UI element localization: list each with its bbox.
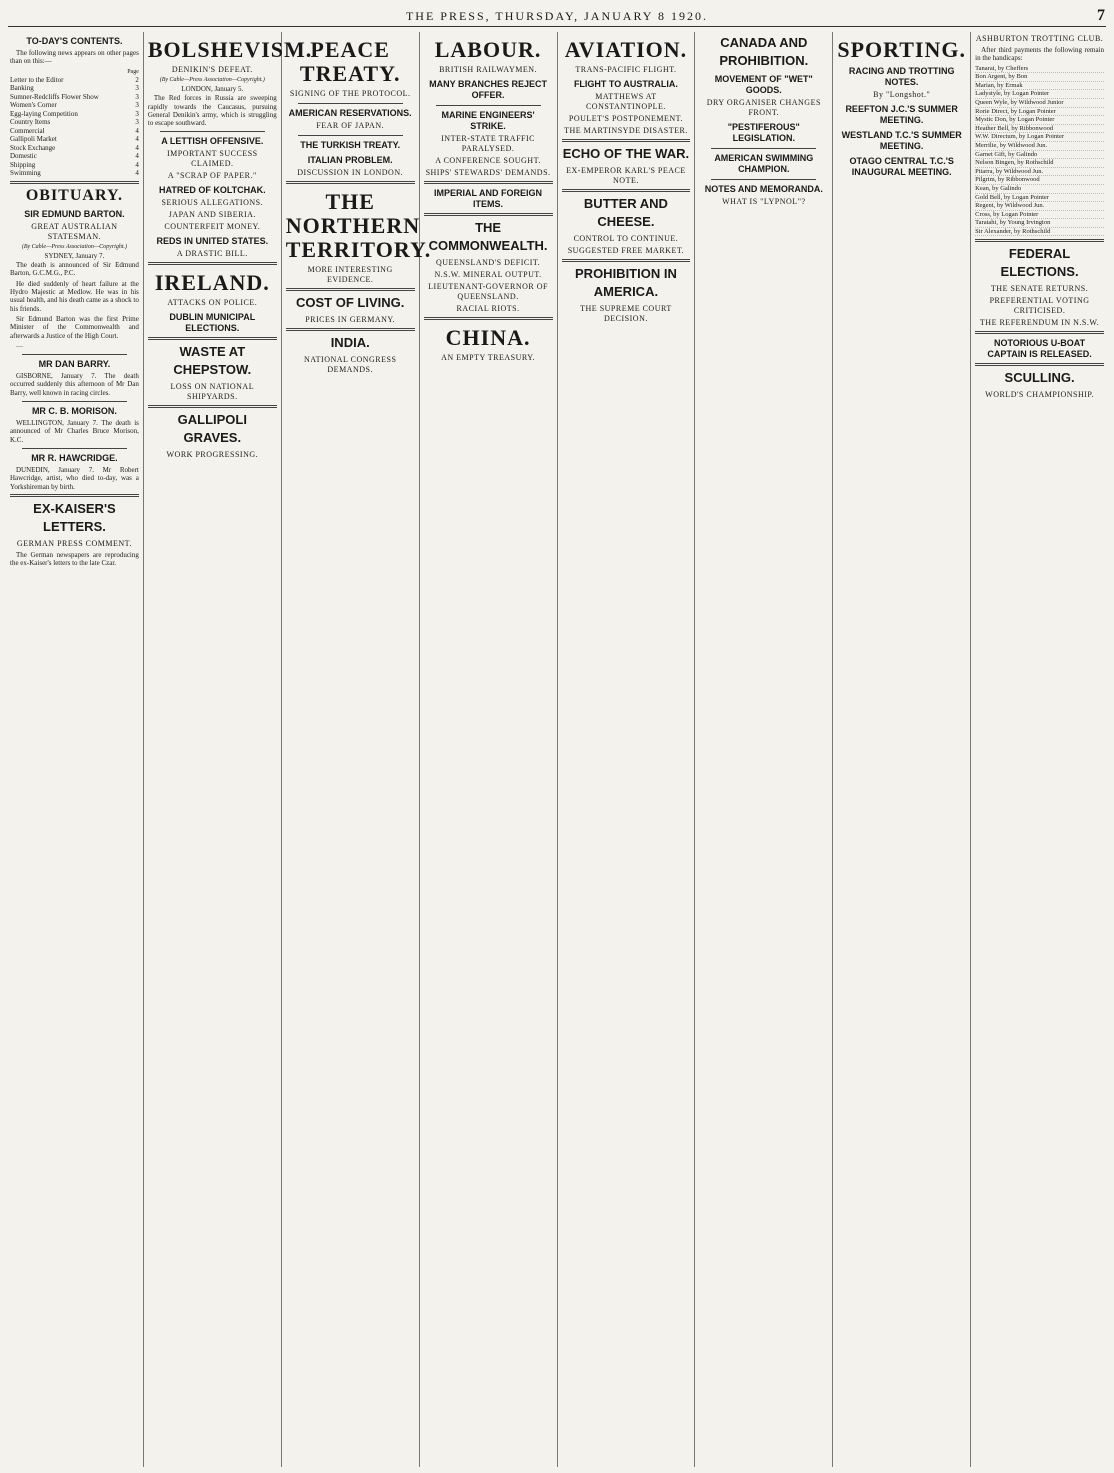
handicap-entry: Taratahi, by Young Irvington xyxy=(975,219,1104,228)
toc-entry-title: Egg-laying Competition xyxy=(10,109,78,118)
subhead-queensland: QUEENSLAND'S DEFICIT. xyxy=(435,258,541,267)
column-3 xyxy=(282,32,432,1467)
subhead-transpacific: TRANS-PACIFIC FLIGHT. xyxy=(575,65,677,74)
subhead-lettish: IMPORTANT SUCCESS CLAIMED. xyxy=(167,149,258,169)
toc-entry xyxy=(10,101,139,110)
headline-sporting: SPORTING. xyxy=(837,37,966,62)
toc-entry-title: Sumner-Redcliffs Flower Show xyxy=(10,92,99,101)
subhead-poulet: POULET'S POSTPONEMENT. xyxy=(568,114,683,123)
subhead-kaiser: GERMAN PRESS COMMENT. xyxy=(16,538,132,548)
subhead-dry: DRY ORGANISER CHANGES FRONT. xyxy=(706,98,821,117)
toc-entry xyxy=(10,169,139,178)
subhead-india: NATIONAL CONGRESS DEMANDS. xyxy=(303,355,397,374)
masthead-title: THE PRESS, THURSDAY, JANUARY 8 1920. xyxy=(405,8,709,23)
toc-entry xyxy=(10,76,139,85)
handicap-entry: Garnet Gift, by Galindo xyxy=(975,151,1104,160)
toc-entry xyxy=(10,152,139,161)
subhead-denikin: DENIKIN'S DEFEAT. xyxy=(171,65,253,74)
headline-butter: BUTTER AND CHEESE. xyxy=(583,196,668,229)
headline-lettish: A LETTISH OFFENSIVE. xyxy=(161,136,264,147)
subhead-mineral: N.S.W. MINERAL OUTPUT. xyxy=(434,270,542,279)
article-text: GISBORNE, January 7. The death occurred suddenly this afternoon of Mr Dan Barry, well known in racing circles. xyxy=(10,372,139,397)
article-text: The Red forces in Russia are sweeping rapidly towards the Caucasus, pursuing General Denikin's army, which is struggling to escape southward. xyxy=(147,94,277,128)
toc-list xyxy=(10,76,139,178)
toc-entry-page: 4 xyxy=(135,152,139,161)
headline-turkish: THE TURKISH TREATY. xyxy=(300,140,401,150)
toc-entry xyxy=(10,161,139,170)
column-7 xyxy=(833,32,971,1467)
handicap-entry: Gold Bell, by Logan Pointer xyxy=(975,194,1104,203)
subhead-butter: CONTROL TO CONTINUE. xyxy=(573,234,679,243)
toc-heading: TO-DAY'S CONTENTS. xyxy=(26,36,123,46)
masthead xyxy=(8,6,1106,27)
subhead-preferential: PREFERENTIAL VOTING CRITICISED. xyxy=(989,296,1090,316)
headline-branches: MANY BRANCHES REJECT OFFER. xyxy=(429,79,547,100)
column-2 xyxy=(144,32,313,1467)
column-6 xyxy=(695,32,833,1467)
article-body-filler: — xyxy=(16,341,24,350)
toc-entry-title: Stock Exchange xyxy=(10,143,56,152)
headline-labour: LABOUR. xyxy=(434,37,542,62)
subhead-conference: A CONFERENCE SOUGHT. xyxy=(435,156,541,165)
columns xyxy=(6,32,1108,1467)
headline-aviation: AVIATION. xyxy=(564,37,688,62)
headline-federal: FEDERAL ELECTIONS. xyxy=(1000,246,1079,280)
subhead-serious: SERIOUS ALLEGATIONS. xyxy=(161,198,264,208)
handicap-entry: Ladystyle, by Logan Pointer xyxy=(975,90,1104,99)
toc-entry-page: 4 xyxy=(135,126,139,135)
byline: By "Longshot." xyxy=(873,90,931,99)
toc-entry-title: Gallipoli Market xyxy=(10,135,57,144)
column-5 xyxy=(558,32,696,1467)
article-text: Sir Edmund Barton was the first Prime Minister of the Commonwealth and afterwards a Justice of the High Court. xyxy=(10,314,139,340)
subhead-counterfeit: COUNTERFEIT MONEY. xyxy=(164,222,261,232)
toc-entry-title: Shipping xyxy=(10,160,36,169)
handicap-entry: Pilgrim, by Ribbonwood xyxy=(975,176,1104,185)
toc-entry xyxy=(10,127,139,136)
subhead-scrap: A "SCRAP OF PAPER." xyxy=(167,171,257,181)
subhead-cost: PRICES IN GERMANY. xyxy=(305,315,396,324)
toc-entry-title: Letter to the Editor xyxy=(10,75,64,84)
headline-otago: OTAGO CENTRAL T.C.'S INAUGURAL MEETING. xyxy=(849,156,954,177)
toc-entry-page: 3 xyxy=(135,101,139,110)
toc-entry xyxy=(10,144,139,153)
article-text: DUNEDIN, January 7. Mr Robert Hawcridge, artist, who died to-day, was a Yorkshireman by birth. xyxy=(10,465,139,491)
headline-china: CHINA. xyxy=(445,325,531,350)
handicap-list xyxy=(975,65,1104,237)
article-text: The death is announced of Sir Edmund Barton, G.C.M.G., P.C. xyxy=(10,261,139,278)
handicap-entry: Cross, by Logan Pointer xyxy=(975,211,1104,220)
handicap-entry: Nelson Bingen, by Rothschild xyxy=(975,159,1104,168)
dateline: SYDNEY, January 7. xyxy=(44,251,105,260)
handicap-entry: Merrilie, by Wildwood Jun. xyxy=(975,142,1104,151)
handicap-entry: Regent, by Wildwood Jun. xyxy=(975,202,1104,211)
toc-entry xyxy=(10,93,139,102)
subhead-suggested: SUGGESTED FREE MARKET. xyxy=(567,246,685,255)
toc-entry xyxy=(10,118,139,127)
column-8 xyxy=(971,32,1108,1467)
subhead-discussion: DISCUSSION IN LONDON. xyxy=(297,168,404,177)
headline-swim: AMERICAN SWIMMING CHAMPION. xyxy=(714,153,814,174)
headline-koltchak: HATRED OF KOLTCHAK. xyxy=(158,185,266,196)
headline-ashburton: ASHBURTON TROTTING CLUB. xyxy=(975,34,1104,43)
toc-entry xyxy=(10,84,139,93)
page-number: 7 xyxy=(1097,7,1106,24)
subhead-northern: MORE INTERESTING EVIDENCE. xyxy=(307,265,393,284)
subhead-ireland: ATTACKS ON POLICE. xyxy=(167,298,258,308)
headline-barry: MR DAN BARRY. xyxy=(38,359,111,370)
handicap-entry: Tanarai, by Cheffers xyxy=(975,65,1104,74)
subhead-railwaymen: BRITISH RAILWAYMEN. xyxy=(439,65,538,74)
handicap-entry: Mystic Don, by Logan Pointer xyxy=(975,116,1104,125)
subhead-supreme: THE SUPREME COURT DECISION. xyxy=(580,304,672,323)
toc-entry xyxy=(10,135,139,144)
toc-entry-title: Domestic xyxy=(10,152,37,161)
subhead-drastic: A DRASTIC BILL. xyxy=(176,249,248,259)
headline-barton: SIR EDMUND BARTON. xyxy=(24,208,125,219)
headline-hawcridge: MR R. HAWCRIDGE. xyxy=(31,452,118,463)
subhead-japan: JAPAN AND SIBERIA. xyxy=(168,210,256,220)
handicap-entry: Kean, by Galindo xyxy=(975,185,1104,194)
subhead-protocol: SIGNING OF THE PROTOCOL. xyxy=(289,89,411,98)
subhead-racial: RACIAL RIOTS. xyxy=(456,304,520,313)
subhead-referendum: THE REFERENDUM IN N.S.W. xyxy=(979,318,1100,328)
headline-flight: FLIGHT TO AUSTRALIA. xyxy=(573,79,678,89)
handicap-entry: Pitarra, by Wildwood Jun. xyxy=(975,168,1104,177)
subhead-interstate: INTER-STATE TRAFFIC PARALYSED. xyxy=(441,134,535,153)
subhead-lypnol: WHAT IS "LYPNOL"? xyxy=(722,197,806,206)
handicap-entry: Bon Argent, by Bon xyxy=(975,73,1104,82)
article-text: WELLINGTON, January 7. The death is announced of Mr Charles Bruce Morison, K.C. xyxy=(10,419,139,444)
headline-canada: CANADA AND PROHIBITION. xyxy=(719,35,809,68)
headline-sculling: SCULLING. xyxy=(1004,370,1075,386)
toc-entry-page: 3 xyxy=(135,84,139,93)
toc-entry xyxy=(10,110,139,119)
toc-entry-title: Country Items xyxy=(10,118,51,127)
headline-kaiser-letters: EX-KAISER'S LETTERS. xyxy=(33,500,116,534)
headline-fiji: "PESTIFEROUS" LEGISLATION. xyxy=(727,122,800,143)
handicap-entry: Marian, by Ermak xyxy=(975,82,1104,91)
toc-entry-title: Women's Corner xyxy=(10,101,57,110)
toc-page-label: Page xyxy=(127,68,139,75)
toc-entry-title: Banking xyxy=(10,84,34,93)
headline-india: INDIA. xyxy=(330,335,370,350)
handicap-entry: W.W. Directum, by Logan Pointer xyxy=(975,133,1104,142)
toc-entry-page: 2 xyxy=(135,75,139,84)
column-4 xyxy=(420,32,558,1467)
headline-northern-territory: THE NORTHERN TERRITORY. xyxy=(285,189,432,262)
article-text: The German newspapers are reproducing the ex-Kaiser's letters to the late Czar. xyxy=(10,550,139,568)
toc-entry-page: 4 xyxy=(135,143,139,152)
subhead-senate: THE SENATE RETURNS. xyxy=(990,284,1089,294)
subhead-fear: FEAR OF JAPAN. xyxy=(316,121,385,130)
subhead-barton: GREAT AUSTRALIAN STATESMAN. xyxy=(31,221,118,241)
subhead-china: AN EMPTY TREASURY. xyxy=(441,353,536,362)
article-text: He died suddenly of heart failure at the Hydro Majestic at Medlow. He was in his usual health, and his death came as a shock to his friends. xyxy=(10,279,139,313)
handicap-entry: Rorie Direct, by Logan Pointer xyxy=(975,108,1104,117)
headline-uboat: NOTORIOUS U-BOAT CAPTAIN IS RELEASED. xyxy=(987,338,1092,360)
toc-entry-title: Commercial xyxy=(10,126,45,135)
headline-westland: WESTLAND T.C.'S SUMMER MEETING. xyxy=(841,130,962,151)
headline-italian: ITALIAN PROBLEM. xyxy=(307,155,393,165)
ashburton-intro: After third payments the following remain in the handicaps: xyxy=(975,46,1104,63)
headline-chepstow: WASTE AT CHEPSTOW. xyxy=(173,344,252,378)
headline-peace-treaty: PEACE TREATY. xyxy=(299,37,401,86)
headline-morison: MR C. B. MORISON. xyxy=(31,406,117,417)
headline-commonwealth: THE COMMONWEALTH. xyxy=(428,220,548,253)
toc-entry-page: 4 xyxy=(135,169,139,178)
subhead-sculling: WORLD'S CHAMPIONSHIP. xyxy=(985,390,1094,400)
toc-entry-page: 3 xyxy=(135,118,139,127)
subhead-echo: EX-EMPEROR KARL'S PEACE NOTE. xyxy=(566,166,686,185)
subhead-gallipoli: WORK PROGRESSING. xyxy=(166,450,259,460)
headline-marine: MARINE ENGINEERS' STRIKE. xyxy=(441,110,535,131)
subhead-matthews: MATTHEWS AT CONSTANTINOPLE. xyxy=(585,92,666,111)
handicap-entry: Queen Wyle, by Wildwood Junior xyxy=(975,99,1104,108)
handicap-entry: Sir Alexander, by Rothschild xyxy=(975,228,1104,237)
headline-reefton: REEFTON J.C.'S SUMMER MEETING. xyxy=(845,104,958,125)
headline-gallipoli: GALLIPOLI GRAVES. xyxy=(177,412,247,446)
headline-dublin: DUBLIN MUNICIPAL ELECTIONS. xyxy=(169,312,256,334)
subhead-movement: MOVEMENT OF "WET" GOODS. xyxy=(714,74,813,95)
subhead-martinsyde: THE MARTINSYDE DISASTER. xyxy=(564,126,688,135)
headline-american-reservations: AMERICAN RESERVATIONS. xyxy=(288,108,412,118)
column-1 xyxy=(6,32,144,1467)
subhead-stewards: SHIPS' STEWARDS' DEMANDS. xyxy=(425,168,551,177)
headline-notes: NOTES AND MEMORANDA. xyxy=(704,184,823,194)
headline-echo: ECHO OF THE WAR. xyxy=(562,146,690,161)
headline-cost-of-living: COST OF LIVING. xyxy=(296,295,405,310)
obituary-heading: OBITUARY. xyxy=(25,186,124,204)
handicap-entry: Heather Bell, by Ribbonwood xyxy=(975,125,1104,134)
headline-imperial: IMPERIAL AND FOREIGN ITEMS. xyxy=(434,188,543,209)
toc-intro: The following news appears on other pages than on this:— xyxy=(10,49,139,66)
toc-entry-title: Swimming xyxy=(10,169,41,178)
credit: (By Cable—Press Association—Copyright.) xyxy=(21,243,128,250)
headline-prohibition: PROHIBITION IN AMERICA. xyxy=(575,266,677,299)
toc-entry-page: 4 xyxy=(135,160,139,169)
dateline: LONDON, January 5. xyxy=(181,85,244,93)
toc-entry-page: 3 xyxy=(135,92,139,101)
subhead-chepstow: LOSS ON NATIONAL SHIPYARDS. xyxy=(170,382,255,402)
credit: (By Cable—Press Association—Copyright.) xyxy=(159,77,265,83)
subhead-lieutgov: LIEUTENANT-GOVERNOR OF QUEENSLAND. xyxy=(428,282,548,301)
subhead-racing: RACING AND TROTTING NOTES. xyxy=(848,66,955,87)
toc-entry-page: 3 xyxy=(135,109,139,118)
headline-ireland: IRELAND. xyxy=(154,270,270,296)
headline-bolshevism: BOLSHEVISM. xyxy=(147,37,313,62)
headline-reds: REDS IN UNITED STATES. xyxy=(156,236,269,247)
toc-entry-page: 4 xyxy=(135,135,139,144)
